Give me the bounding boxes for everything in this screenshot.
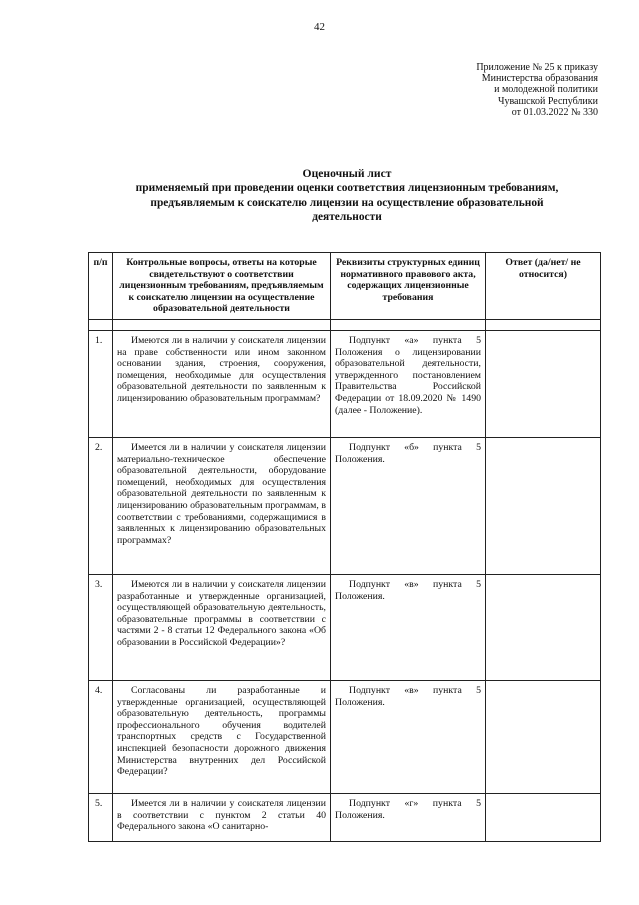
row-answer-cell[interactable] [486,680,601,793]
title-line: применяемый при проведении оценки соответствия лицензионным требованиям, [135,182,559,195]
table-row [89,680,601,793]
row-num: 4. [89,680,113,793]
row-answer-cell[interactable] [486,574,601,680]
table-header-row [89,253,601,320]
header-answer: Ответ (да/нет/ не относится) [486,253,601,320]
row-question: Согласованы ли разработанные и утвержденные организацией, осуществляющей образовательную деятельность, программы профессионального обучения водителей транспортных средств с Государственной инспекцией безопасности дорожного движения Министерства внутренних дел Российской Федерации? [113,680,331,793]
row-answer-cell[interactable] [486,330,601,437]
row-num: 2. [89,437,113,574]
row-question: Имеется ли в наличии у соискателя лицензии в соответствии с пунктом 2 статьи 40 Федерального закона «О санитарно- [113,793,331,841]
table-row [89,793,601,841]
title-line: предъявляемым к соискателю лицензии на осуществление образовательной [150,196,544,209]
row-num: 5. [89,793,113,841]
header-requisites: Реквизиты структурных единиц нормативного правового акта, содержащих лицензионные требования [331,253,486,320]
page-number: 42 [314,21,325,33]
row-requisites: Подпункт «а» пункта 5 Положения о лицензировании образовательной деятельности, утвержденного постановлением Правительства Российской Федерации от 18.09.2020 № 1490 (далее - Положение). [331,330,486,437]
appendix-line: Министерства образования [481,73,598,85]
appendix-line: Чувашской Республики [497,95,598,107]
row-question: Имеются ли в наличии у соискателя лицензии на праве собственности или ином законном основании здания, строения, сооружения, помещения, необходимые для осуществления образовательной деятельности по заявленным к лицензированию образовательным программам? [113,330,331,437]
document-title [90,167,604,224]
row-question: Имеется ли в наличии у соискателя лицензии материально-техническое обеспечение образовательной деятельности, оборудование помещений, необходимых для осуществления образовательной деятельности по заявленным к лицензированию образовательным программам, в соответствии с требованиями, содержащимися в заявленных к лицензированию образовательных программах? [113,437,331,574]
row-answer-cell[interactable] [486,793,601,841]
appendix-line: от 01.03.2022 № 330 [511,106,598,118]
header-question: Контрольные вопросы, ответы на которые свидетельствуют о соответствии лицензионным требованиям, предъявляемым к соискателю лицензии на осуществление образовательной деятельности [113,253,331,320]
table-row [89,574,601,680]
table-row [89,330,601,437]
appendix-line: и молодежной политики [494,84,598,96]
row-answer-cell[interactable] [486,437,601,574]
table-spacer-row [89,319,601,330]
title-line: Оценочный лист [302,167,392,180]
checklist-table [88,252,601,842]
row-requisites: Подпункт «г» пункта 5 Положения. [331,793,486,841]
appendix-note [476,62,598,118]
row-requisites: Подпункт «в» пункта 5 Положения. [331,680,486,793]
row-num: 1. [89,330,113,437]
row-requisites: Подпункт «б» пункта 5 Положения. [331,437,486,574]
row-num: 3. [89,574,113,680]
row-question: Имеются ли в наличии у соискателя лицензии разработанные и утвержденные организацией, осуществляющей образовательную деятельность, образовательные программы в соответствии с частями 2 - 8 статьи 12 Федерального закона «Об образовании в Российской Федерации»? [113,574,331,680]
row-requisites: Подпункт «в» пункта 5 Положения. [331,574,486,680]
title-line: деятельности [312,210,382,223]
table-row [89,437,601,574]
header-num: п/п [89,253,113,320]
appendix-line: Приложение № 25 к приказу [476,62,598,73]
